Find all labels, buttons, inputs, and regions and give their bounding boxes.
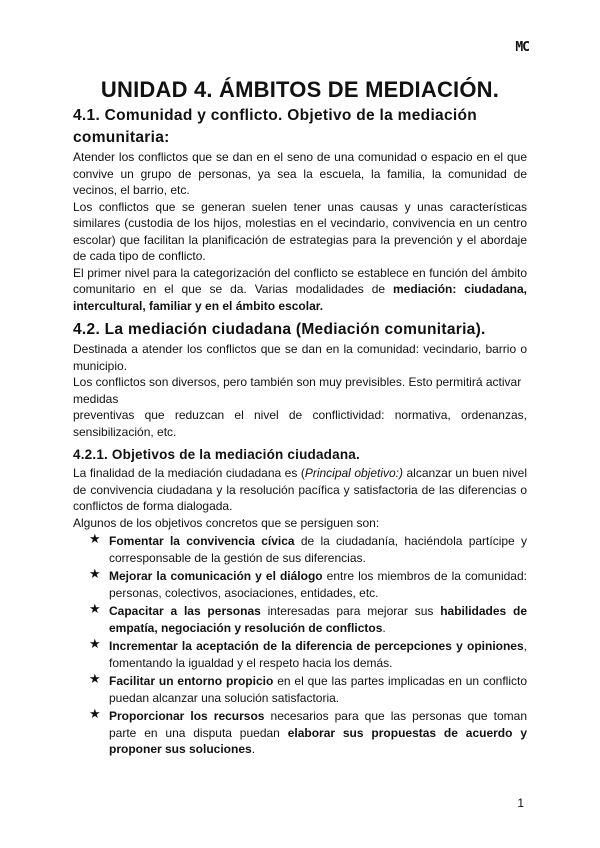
paragraph-text: El primer nivel para la categorización del conflicto se establece en función del ámbito comunitario en el que se da. Varias modalidades de <box>73 265 527 296</box>
page-number: 1 <box>517 796 524 810</box>
section-4-2-1-heading: 4.2.1. Objetivos de la mediación ciudadana. <box>73 447 360 462</box>
objective-bold: Mejorar la comunicación y el diálogo <box>109 569 323 583</box>
objective-text: . <box>382 620 386 635</box>
list-item <box>87 708 527 758</box>
objective-bold: Fomentar la convivencia cívica <box>109 534 295 548</box>
section-4-1-paragraph-3 <box>73 265 527 315</box>
objective-text: , fomentando la igualdad y el respeto hacia los demás. <box>109 639 527 670</box>
paragraph-text: alcanzar un buen nivel de convivencia ciudadana y la resolución pacífica y satisfactoria de las diferencias o conflictos de forma dialogada. <box>73 466 527 513</box>
objective-bold: Capacitar a las personas <box>109 604 261 618</box>
star-bullet-icon: ★ <box>89 602 101 617</box>
objectives-list <box>73 533 527 758</box>
objective-text: interesadas para mejorar sus <box>260 604 441 618</box>
list-item <box>87 603 527 636</box>
objective-bold: elaborar sus propuestas de acuerdo y proponer sus soluciones <box>109 725 527 756</box>
author-initials: MC <box>515 40 529 55</box>
section-4-1-paragraph-1: Atender los conflictos que se dan en el seno de una comunidad o espacio en el que convive un grupo de personas, ya sea la escuela, la familia, la comunidad de vecinos, el barrio, etc. <box>73 150 527 197</box>
star-bullet-icon: ★ <box>89 672 101 687</box>
section-4-2-1-paragraph-1 <box>73 465 527 515</box>
principal-objective-note: Principal objetivo:) <box>304 466 404 480</box>
section-4-2-paragraph-3: preventivas que reduzcan el nivel de conflictividad: normativa, ordenanzas, sensibilización, etc. <box>73 408 527 439</box>
objective-bold: Proporcionar los recursos <box>109 709 265 723</box>
list-item <box>87 533 527 566</box>
section-4-2-heading: 4.2. La mediación ciudadana (Mediación comunitaria). <box>73 321 486 338</box>
star-bullet-icon: ★ <box>89 567 101 582</box>
list-item <box>87 673 527 706</box>
objective-bold: habilidades de empatía, negociación y resolución de conflictos <box>109 604 528 635</box>
objective-text: de la ciudadanía, haciéndola partícipe y corresponsable de la gestión de sus diferencias. <box>109 534 527 565</box>
objective-text: . <box>251 742 256 756</box>
star-bullet-icon: ★ <box>89 637 101 652</box>
objective-bold: Incrementar la aceptación de la diferencia de percepciones y opiniones <box>109 639 524 653</box>
unit-title: UNIDAD 4. ÁMBITOS DE MEDIACIÓN. <box>100 77 500 102</box>
mediation-modalities: mediación: ciudadana, intercultural, familiar y en el ámbito escolar. <box>73 282 527 313</box>
section-4-1-paragraph-2: Los conflictos que se generan suelen tener unas causas y unas características similares (custodia de los hijos, molestias en el vecindario, convivencia en un centro escolar) que facilitan la planificación de estrategias para la prevención y el abordaje de cada tipo de conflicto. <box>73 199 527 263</box>
document-body <box>73 104 527 758</box>
section-4-1-heading: 4.1. Comunidad y conflicto. Objetivo de la mediación comunitaria: <box>73 107 478 146</box>
section-4-2-paragraph-1: Destinada a atender los conflictos que se dan en la comunidad: vecindario, barrio o municipio. <box>73 342 527 373</box>
list-item <box>87 638 527 671</box>
paragraph-text: La finalidad de la mediación ciudadana es ( <box>73 466 305 480</box>
objective-text: entre los miembros de la comunidad: personas, colectivos, asociaciones, entidades, etc. <box>109 569 527 600</box>
objective-bold: Facilitar un entorno propicio <box>109 674 274 688</box>
star-bullet-icon: ★ <box>89 707 101 722</box>
section-4-2-paragraph-2: Los conflictos son diversos, pero también son muy previsibles. Esto permitirá activar medidas <box>73 375 522 406</box>
star-bullet-icon: ★ <box>89 532 101 547</box>
objective-text: en el que las partes implicadas en un conflicto puedan alcanzar una solución satisfactoria. <box>109 674 528 705</box>
list-item <box>87 568 527 601</box>
objective-text: necesarios para que las personas que toman parte en una disputa puedan <box>109 709 527 740</box>
section-4-2-1-paragraph-2: Algunos de los objetivos concretos que se persiguen son: <box>73 515 380 530</box>
